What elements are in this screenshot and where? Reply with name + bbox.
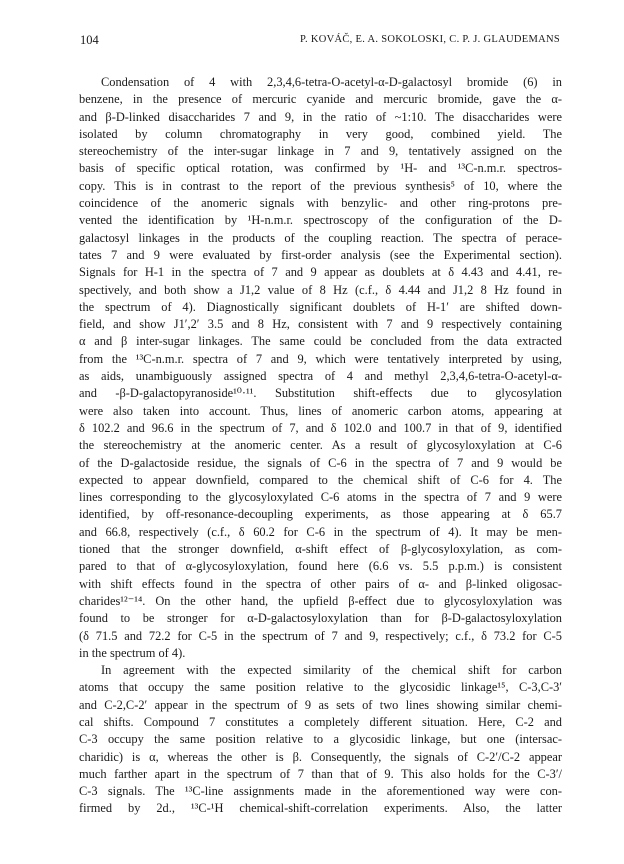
text-line: C-3 signals. The ¹³C-line assignments made in the aforementioned way were con- — [79, 784, 562, 799]
text-line: from the ¹³C-n.m.r. spectra of 7 and 9, which were tentatively interpreted by using, — [79, 351, 562, 366]
text-line: Condensation of 4 with 2,3,4,6-tetra-O-acetyl-α-D-galactosyl bromide (6) in — [101, 75, 562, 89]
text-line: cal shifts. Compound 7 constitutes a completely different situation. Here, C-2 and — [79, 714, 562, 729]
body-text — [79, 74, 562, 818]
page-number: 104 — [80, 33, 99, 47]
text-line: firmed by 2d., ¹³C-¹H chemical-shift-correlation experiments. Also, the latter — [79, 801, 562, 816]
text-line: the stereochemistry at the anomeric center. As a result of glycosyloxylation at C-6 — [79, 438, 562, 453]
text-line: charides¹²⁻¹⁴. On the other hand, the upfield β-effect due to glycosyloxylation was — [79, 593, 562, 608]
text-line: galactosyl linkages in the products of the coupling reaction. The spectra of perace- — [79, 230, 562, 245]
text-line: stereochemistry of the inter-sugar linkage in 7 and 9, tentatively assigned on the — [79, 144, 562, 159]
text-line: In agreement with the expected similarity of the chemical shift for carbon — [101, 663, 562, 678]
text-line: were also taken into account. Thus, lines of anomeric carbon atoms, appearing at — [79, 403, 562, 418]
text-line: basis of specific optical rotation, was confirmed by ¹H- and ¹³C-n.m.r. spectros- — [79, 161, 562, 176]
text-line: copy. This is in contrast to the report of the previous synthesis⁵ of 10, where the — [79, 178, 562, 193]
text-line: Signals for H-1 in the spectra of 7 and 9 appear as doublets at δ 4.43 and 4.41, re- — [79, 265, 562, 280]
text-line: δ 102.2 and 96.6 in the spectrum of 7, and δ 102.0 and 100.7 in that of 9, identified — [79, 420, 562, 435]
text-line: charidic) is α, whereas the other is β. Consequently, the signals of C-2′/C-2 appear — [79, 749, 562, 764]
text-line: as aids, unambiguously assigned spectra of 4 and methyl 2,3,4,6-tetra-O-acetyl-α- — [79, 369, 562, 384]
text-line: spectively, and both show a J1,2 value of 8 Hz (c.f., δ 4.44 and J1,2 8 Hz found in — [79, 282, 562, 297]
text-line: vented the identification by ¹H-n.m.r. spectroscopy of the configuration of the D- — [79, 213, 562, 228]
text-line: and 66.8, respectively (c.f., δ 60.2 for C-6 in the spectrum of 4). It may be men- — [79, 524, 562, 539]
text-line: α and β inter-sugar linkages. The same could be concluded from the data extracted — [79, 334, 562, 349]
text-line: found to be stronger for α-D-galactosyloxylation than for β-D-galactosyloxylation — [79, 611, 562, 626]
text-line: (δ 71.5 and 72.2 for C-5 in the spectrum of 7 and 9, respectively; c.f., δ 73.2 for C-5 — [79, 628, 562, 643]
text-line: tates 7 and 9 were evaluated by first-order analysis (see the Experimental section). — [79, 247, 562, 262]
text-line: expected to appear downfield, compared to the chemical shift of C-6 for 4. The — [79, 472, 562, 487]
text-line: much farther apart in the spectrum of 7 than that of 9. This also holds for the C-3′/ — [79, 766, 562, 781]
text-line: C-3 occupy the same position relative to a glycosidic linkage, but one (intersac- — [79, 732, 562, 747]
text-line: with shift effects found in the spectra of other pairs of α- and β-linked oligosac- — [79, 576, 562, 591]
running-header — [80, 33, 560, 51]
text-line: and C-2,C-2′ appear in the spectrum of 9 as sets of two lines showing similar chemi- — [79, 697, 562, 712]
text-line: benzene, in the presence of mercuric cyanide and mercuric bromide, gave the α- — [79, 92, 562, 107]
text-line: the spectrum of 4). Diagnostically significant doublets of H-1′ are shifted down- — [79, 299, 562, 314]
text-line: lines corresponding to the glycosyloxylated C-6 atoms in the spectra of 7 and 9 were — [79, 490, 562, 505]
text-line: in the spectrum of 4). — [79, 645, 186, 660]
text-line: coincidence of the anomeric signals with benzylic- and other ring-protons pre- — [79, 196, 562, 211]
text-line: field, and show J1′,2′ 3.5 and 8 Hz, consistent with 7 and 9 respectively containing — [79, 317, 562, 332]
text-line: atoms that occupy the same position relative to the glycosidic linkage¹⁵, C-3,C-3′ — [79, 680, 562, 695]
text-line: of the D-galactoside residue, the signals of C-6 in the spectra of 7 and 9 would be — [79, 455, 562, 470]
text-line: isolated by column chromatography in very good, combined yield. The — [79, 126, 562, 141]
text-line: and -β-D-galactopyranoside¹⁰·¹¹. Substitution shift-effects due to glycosylation — [79, 386, 562, 401]
text-line: pared to that of α-glycosyloxylation, found here (6.6 vs. 5.5 p.p.m.) is consistent — [79, 559, 562, 574]
text-line: identified, by off-resonance-decoupling experiments, as those appearing at δ 65.7 — [79, 507, 562, 522]
running-head-authors: P. KOVÁČ, E. A. SOKOLOSKI, C. P. J. GLAUDEMANS — [300, 34, 560, 45]
text-line: tioned that the stronger downfield, α-shift effect of β-glycosyloxylation, as com- — [79, 542, 562, 557]
text-line: and β-D-linked disaccharides 7 and 9, in the ratio of ~1:10. The disaccharides were — [79, 109, 562, 124]
